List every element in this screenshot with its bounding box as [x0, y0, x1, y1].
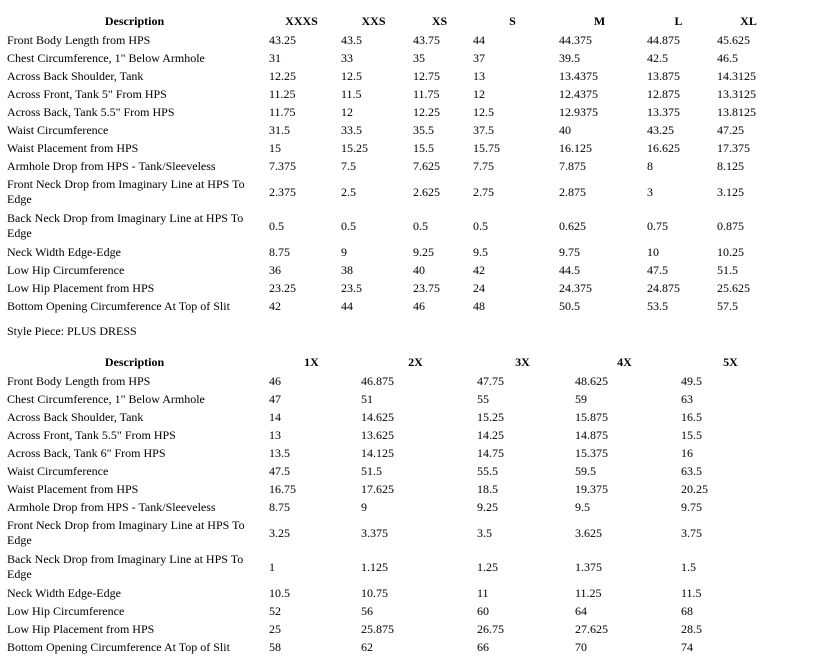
measurement-value: 35.5	[413, 122, 434, 137]
measurement-value: 23.5	[341, 280, 362, 295]
measurement-value: 48.625	[575, 373, 608, 388]
measurement-description: Neck Width Edge-Edge	[7, 585, 121, 600]
measurement-value: 2.375	[269, 184, 296, 199]
table-row	[0, 602, 780, 620]
measurement-value: 11.5	[341, 86, 362, 101]
measurement-value: 66	[477, 639, 489, 654]
measurement-description: Front Neck Drop from Imaginary Line at HPS To Edge	[7, 177, 245, 206]
measurement-value: 0.5	[341, 218, 356, 233]
measurement-value: 46.875	[361, 373, 394, 388]
table-row	[0, 620, 780, 638]
measurement-value: 15	[269, 140, 281, 155]
measurement-value: 0.5	[269, 218, 284, 233]
measurement-value: 24.875	[647, 280, 680, 295]
table-row	[0, 49, 780, 67]
measurement-value: 12	[341, 104, 353, 119]
measurement-value: 43.25	[647, 122, 674, 137]
column-header-size: S	[509, 13, 516, 28]
measurement-value: 11.75	[269, 104, 296, 119]
measurement-value: 3.75	[681, 525, 702, 540]
measurement-value: 10.25	[717, 244, 744, 259]
measurement-value: 12.25	[413, 104, 440, 119]
measurement-value: 14.25	[477, 427, 504, 442]
column-header-size: 1X	[304, 354, 319, 369]
measurement-value: 27.625	[575, 621, 608, 636]
measurement-description: Back Neck Drop from Imaginary Line at HPS To Edge	[7, 211, 244, 240]
measurement-value: 46.5	[717, 50, 738, 65]
measurement-value: 57.5	[717, 298, 738, 313]
measurement-value: 23.25	[269, 280, 296, 295]
measurement-value: 3.375	[361, 525, 388, 540]
measurement-value: 14.75	[477, 445, 504, 460]
table-row	[0, 584, 780, 602]
measurement-value: 60	[477, 603, 489, 618]
measurement-description: Armhole Drop from HPS - Tank/Sleeveless	[7, 158, 216, 173]
measurement-value: 47.75	[477, 373, 504, 388]
measurement-value: 51	[361, 391, 373, 406]
measurement-value: 0.625	[559, 218, 586, 233]
table-row	[0, 550, 780, 584]
measurement-value: 1	[269, 559, 275, 574]
measurement-value: 12.5	[341, 68, 362, 83]
table-row	[0, 243, 780, 261]
measurement-value: 55.5	[477, 463, 498, 478]
column-header-size: 4X	[617, 354, 632, 369]
size-spec-table-standard	[0, 11, 780, 315]
table-row	[0, 408, 780, 426]
table-row	[0, 480, 780, 498]
measurement-value: 58	[269, 639, 281, 654]
measurement-value: 7.375	[269, 158, 296, 173]
measurement-value: 23.75	[413, 280, 440, 295]
measurement-value: 13.625	[361, 427, 394, 442]
column-header-size: 5X	[723, 354, 738, 369]
measurement-value: 51.5	[717, 262, 738, 277]
measurement-value: 14.875	[575, 427, 608, 442]
measurement-description: Across Front, Tank 5.5" From HPS	[7, 427, 176, 442]
measurement-description: Across Front, Tank 5" From HPS	[7, 86, 167, 101]
measurement-value: 12	[473, 86, 485, 101]
measurement-value: 16.75	[269, 481, 296, 496]
measurement-value: 12.9375	[559, 104, 598, 119]
table-row	[0, 426, 780, 444]
measurement-value: 1.375	[575, 559, 602, 574]
measurement-value: 12.875	[647, 86, 680, 101]
measurement-value: 8	[647, 158, 653, 173]
measurement-description: Low Hip Placement from HPS	[7, 280, 155, 295]
measurement-value: 70	[575, 639, 587, 654]
measurement-value: 36	[269, 262, 281, 277]
table-row	[0, 516, 780, 550]
measurement-value: 20.25	[681, 481, 708, 496]
measurement-description: Back Neck Drop from Imaginary Line at HPS To Edge	[7, 552, 244, 581]
table-row	[0, 67, 780, 85]
measurement-value: 25.875	[361, 621, 394, 636]
measurement-value: 53.5	[647, 298, 668, 313]
measurement-value: 2.5	[341, 184, 356, 199]
table-row	[0, 175, 780, 209]
measurement-value: 8.75	[269, 244, 290, 259]
measurement-value: 9.5	[473, 244, 488, 259]
measurement-value: 11.25	[575, 585, 602, 600]
style-piece-label: Style Piece: PLUS DRESS	[7, 324, 137, 338]
measurement-value: 15.875	[575, 409, 608, 424]
measurement-value: 47.5	[647, 262, 668, 277]
measurement-value: 9	[361, 499, 367, 514]
measurement-value: 55	[477, 391, 489, 406]
measurement-value: 15.5	[681, 427, 702, 442]
measurement-description: Low Hip Circumference	[7, 262, 125, 277]
measurement-value: 49.5	[681, 373, 702, 388]
measurement-value: 14.3125	[717, 68, 756, 83]
measurement-value: 9.5	[575, 499, 590, 514]
measurement-value: 7.625	[413, 158, 440, 173]
measurement-value: 31.5	[269, 122, 290, 137]
table-header-row	[0, 352, 780, 372]
measurement-description: Waist Placement from HPS	[7, 140, 139, 155]
measurement-value: 17.375	[717, 140, 750, 155]
column-header-description: Description	[104, 354, 165, 369]
measurement-value: 10.5	[269, 585, 290, 600]
measurement-description: Chest Circumference, 1" Below Armhole	[7, 391, 205, 406]
size-spec-table-plus	[0, 352, 780, 656]
measurement-value: 14.125	[361, 445, 394, 460]
measurement-value: 12.25	[269, 68, 296, 83]
table-row	[0, 103, 780, 121]
measurement-value: 59	[575, 391, 587, 406]
measurement-description: Front Neck Drop from Imaginary Line at HPS To Edge	[7, 518, 245, 547]
table-row	[0, 279, 780, 297]
table-row	[0, 209, 780, 243]
measurement-value: 43.75	[413, 32, 440, 47]
measurement-value: 9.75	[559, 244, 580, 259]
measurement-value: 43.25	[269, 32, 296, 47]
measurement-value: 63	[681, 391, 693, 406]
measurement-description: Chest Circumference, 1" Below Armhole	[7, 50, 205, 65]
measurement-value: 3.25	[269, 525, 290, 540]
measurement-description: Waist Circumference	[7, 463, 109, 478]
measurement-value: 3.625	[575, 525, 602, 540]
measurement-value: 10.75	[361, 585, 388, 600]
measurement-value: 13.5	[269, 445, 290, 460]
measurement-value: 14.625	[361, 409, 394, 424]
measurement-value: 13.3125	[717, 86, 756, 101]
measurement-value: 44.375	[559, 32, 592, 47]
measurement-value: 62	[361, 639, 373, 654]
measurement-value: 13.4375	[559, 68, 598, 83]
measurement-value: 11	[477, 585, 489, 600]
measurement-description: Bottom Opening Circumference At Top of Slit	[7, 639, 230, 654]
measurement-value: 15.25	[341, 140, 368, 155]
measurement-value: 28.5	[681, 621, 702, 636]
measurement-value: 14	[269, 409, 281, 424]
measurement-value: 18.5	[477, 481, 498, 496]
measurement-value: 13.875	[647, 68, 680, 83]
measurement-value: 13	[269, 427, 281, 442]
table-row	[0, 261, 780, 279]
measurement-value: 50.5	[559, 298, 580, 313]
measurement-value: 8.75	[269, 499, 290, 514]
measurement-value: 2.875	[559, 184, 586, 199]
measurement-value: 40	[413, 262, 425, 277]
measurement-value: 2.75	[473, 184, 494, 199]
column-header-size: XL	[740, 13, 757, 28]
measurement-value: 11.25	[269, 86, 296, 101]
measurement-value: 15.375	[575, 445, 608, 460]
column-header-size: M	[593, 13, 606, 28]
measurement-value: 0.5	[413, 218, 428, 233]
measurement-value: 25.625	[717, 280, 750, 295]
measurement-value: 16.5	[681, 409, 702, 424]
table-row	[0, 498, 780, 516]
measurement-value: 37.5	[473, 122, 494, 137]
measurement-value: 33	[341, 50, 353, 65]
measurement-value: 40	[559, 122, 571, 137]
table-row	[0, 85, 780, 103]
measurement-value: 51.5	[361, 463, 382, 478]
measurement-description: Low Hip Placement from HPS	[7, 621, 155, 636]
measurement-value: 25	[269, 621, 281, 636]
measurement-value: 0.75	[647, 218, 668, 233]
measurement-value: 74	[681, 639, 693, 654]
measurement-value: 8.125	[717, 158, 744, 173]
table-row	[0, 121, 780, 139]
column-header-size: 3X	[515, 354, 530, 369]
measurement-description: Waist Circumference	[7, 122, 109, 137]
measurement-description: Across Back, Tank 5.5" From HPS	[7, 104, 175, 119]
measurement-value: 2.625	[413, 184, 440, 199]
table-row	[0, 297, 780, 315]
measurement-value: 33.5	[341, 122, 362, 137]
measurement-value: 1.25	[477, 559, 498, 574]
measurement-description: Bottom Opening Circumference At Top of Slit	[7, 298, 230, 313]
measurement-value: 68	[681, 603, 693, 618]
table-row	[0, 31, 780, 49]
table-row	[0, 444, 780, 462]
measurement-value: 9.25	[477, 499, 498, 514]
measurement-value: 44	[473, 32, 485, 47]
measurement-value: 31	[269, 50, 281, 65]
column-header-size: XXXS	[285, 13, 318, 28]
measurement-value: 47	[269, 391, 281, 406]
measurement-value: 42	[473, 262, 485, 277]
measurement-description: Armhole Drop from HPS - Tank/Sleeveless	[7, 499, 216, 514]
measurement-value: 47.5	[269, 463, 290, 478]
table-row	[0, 462, 780, 480]
measurement-value: 39.5	[559, 50, 580, 65]
measurement-value: 43.5	[341, 32, 362, 47]
measurement-value: 37	[473, 50, 485, 65]
measurement-value: 38	[341, 262, 353, 277]
measurement-value: 3.5	[477, 525, 492, 540]
measurement-value: 13.375	[647, 104, 680, 119]
measurement-description: Across Back, Tank 6" From HPS	[7, 445, 166, 460]
measurement-value: 46	[413, 298, 425, 313]
measurement-description: Across Back Shoulder, Tank	[7, 68, 144, 83]
column-header-size: XS	[431, 13, 448, 28]
measurement-value: 24.375	[559, 280, 592, 295]
measurement-value: 44	[341, 298, 353, 313]
measurement-value: 15.5	[413, 140, 434, 155]
measurement-description: Neck Width Edge-Edge	[7, 244, 121, 259]
column-header-size: L	[674, 13, 683, 28]
measurement-value: 52	[269, 603, 281, 618]
table-row	[0, 157, 780, 175]
column-header-size: XXS	[361, 13, 386, 28]
measurement-value: 45.625	[717, 32, 750, 47]
measurement-value: 59.5	[575, 463, 596, 478]
measurement-description: Low Hip Circumference	[7, 603, 125, 618]
column-header-description: Description	[104, 13, 165, 28]
measurement-value: 0.5	[473, 218, 488, 233]
measurement-value: 9	[341, 244, 347, 259]
measurement-value: 19.375	[575, 481, 608, 496]
measurement-value: 11.75	[413, 86, 440, 101]
measurement-value: 46	[269, 373, 281, 388]
measurement-value: 56	[361, 603, 373, 618]
measurement-value: 42.5	[647, 50, 668, 65]
measurement-description: Waist Placement from HPS	[7, 481, 139, 496]
measurement-value: 48	[473, 298, 485, 313]
measurement-value: 11.5	[681, 585, 702, 600]
measurement-value: 24	[473, 280, 485, 295]
measurement-value: 1.125	[361, 559, 388, 574]
measurement-value: 10	[647, 244, 659, 259]
measurement-value: 1.5	[681, 559, 696, 574]
measurement-value: 13	[473, 68, 485, 83]
measurement-value: 63.5	[681, 463, 702, 478]
table-header-row	[0, 11, 780, 31]
measurement-value: 15.25	[477, 409, 504, 424]
measurement-description: Front Body Length from HPS	[7, 32, 151, 47]
column-header-size: 2X	[408, 354, 423, 369]
measurement-value: 16	[681, 445, 693, 460]
measurement-value: 7.5	[341, 158, 356, 173]
measurement-value: 44.875	[647, 32, 680, 47]
measurement-value: 12.75	[413, 68, 440, 83]
measurement-value: 3	[647, 184, 653, 199]
measurement-value: 47.25	[717, 122, 744, 137]
measurement-value: 13.8125	[717, 104, 756, 119]
measurement-value: 9.25	[413, 244, 434, 259]
measurement-value: 16.625	[647, 140, 680, 155]
table-row	[0, 390, 780, 408]
measurement-value: 15.75	[473, 140, 500, 155]
measurement-value: 9.75	[681, 499, 702, 514]
measurement-value: 7.75	[473, 158, 494, 173]
measurement-value: 35	[413, 50, 425, 65]
table-row	[0, 372, 780, 390]
table-row	[0, 139, 780, 157]
measurement-value: 44.5	[559, 262, 580, 277]
measurement-value: 12.4375	[559, 86, 598, 101]
measurement-value: 17.625	[361, 481, 394, 496]
measurement-value: 3.125	[717, 184, 744, 199]
measurement-value: 7.875	[559, 158, 586, 173]
measurement-value: 64	[575, 603, 587, 618]
table-row	[0, 638, 780, 656]
measurement-description: Across Back Shoulder, Tank	[7, 409, 144, 424]
measurement-value: 12.5	[473, 104, 494, 119]
measurement-value: 0.875	[717, 218, 744, 233]
measurement-value: 26.75	[477, 621, 504, 636]
measurement-value: 42	[269, 298, 281, 313]
measurement-value: 16.125	[559, 140, 592, 155]
measurement-description: Front Body Length from HPS	[7, 373, 151, 388]
